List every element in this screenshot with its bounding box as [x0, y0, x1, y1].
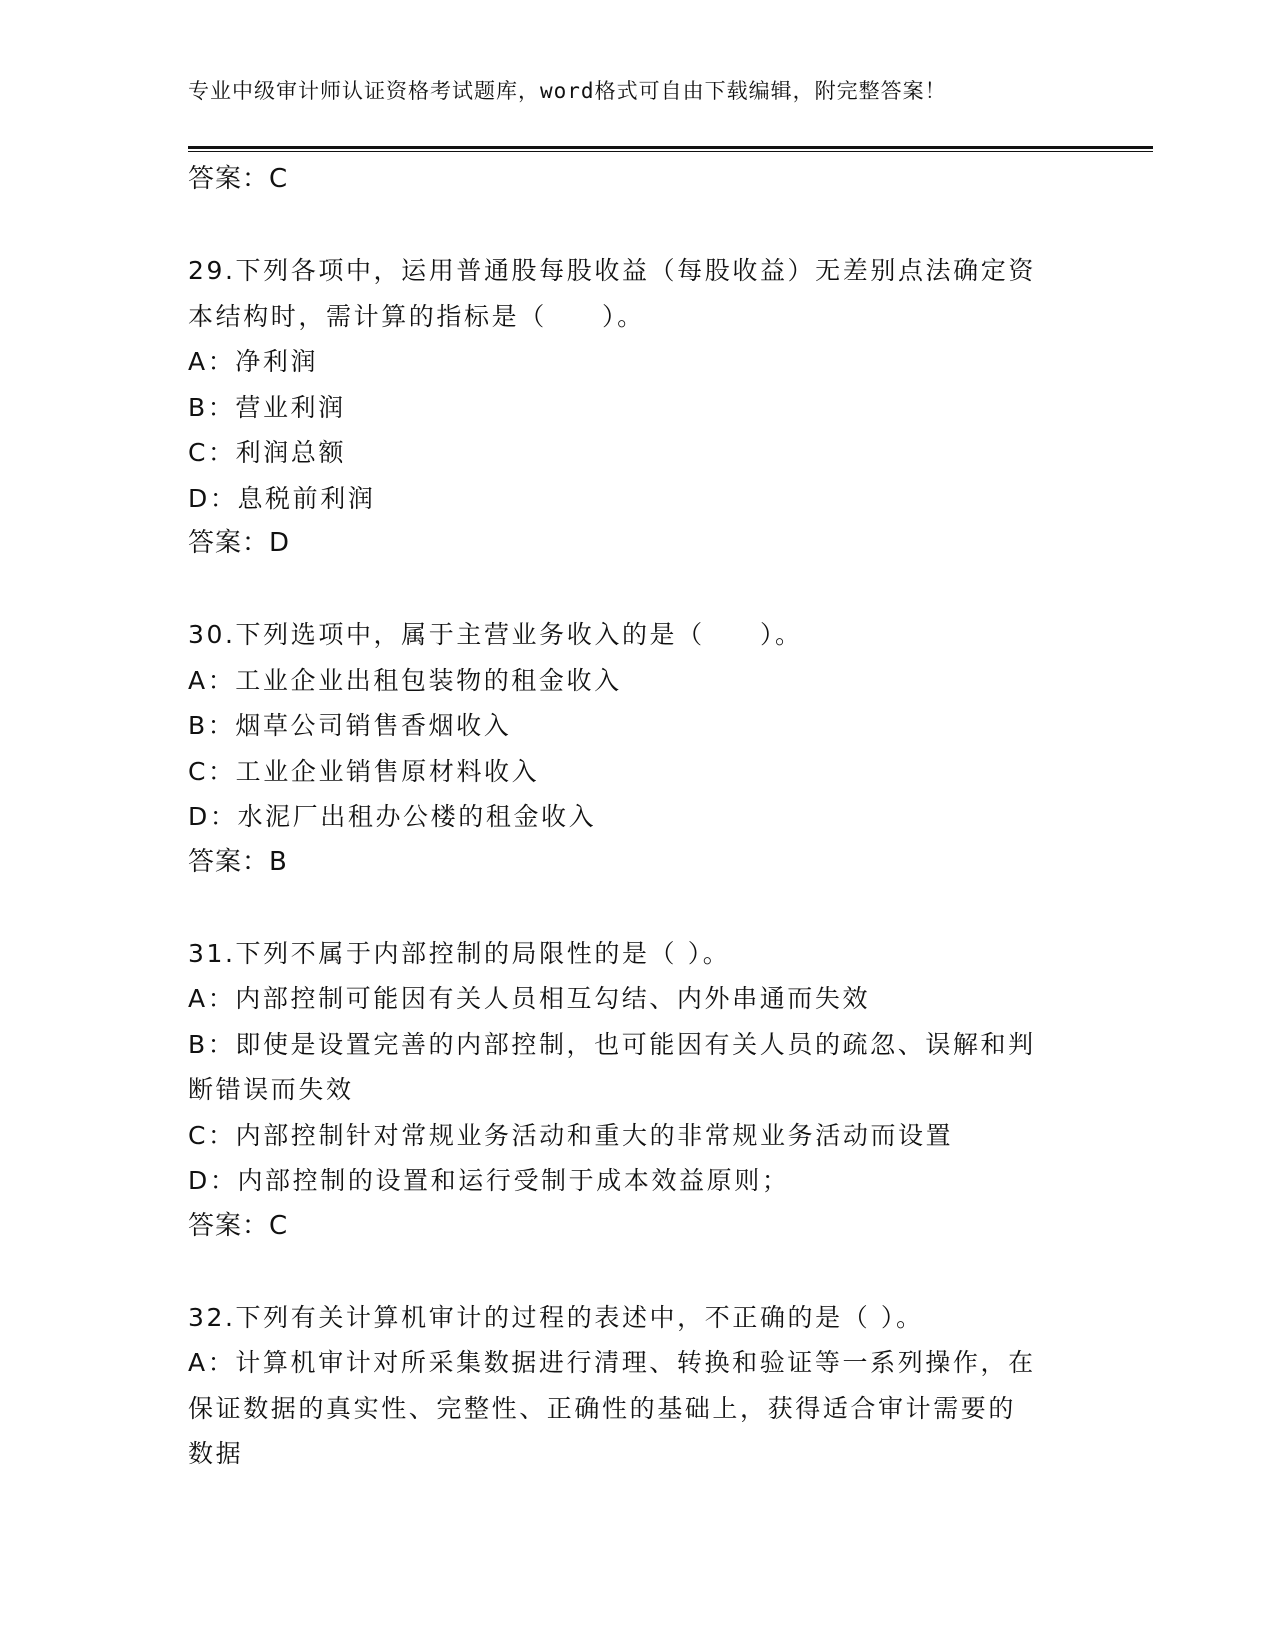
answer-line-prev: 答案：C [188, 164, 289, 194]
question-30-option-d: D：水泥厂出租办公楼的租金收入 [188, 802, 597, 831]
question-31-option-c: C：内部控制针对常规业务活动和重大的非常规业务活动而设置 [188, 1120, 954, 1150]
question-32-option-a-line3: 数据 [188, 1439, 244, 1468]
question-29-option-d: D：息税前利润 [188, 483, 376, 513]
question-31-option-b-line1: B：即使是设置完善的内部控制，也可能因有关人员的疏忽、误解和判 [188, 1029, 1036, 1059]
spacer [188, 885, 1068, 931]
question-30-option-c: C：工业企业销售原材料收入 [188, 756, 540, 786]
question-29-option-c: C：利润总额 [188, 438, 347, 467]
spacer [188, 567, 1068, 613]
question-32-option-a-line1: A：计算机审计对所采集数据进行清理、转换和验证等一系列操作，在 [188, 1348, 1036, 1377]
spacer [188, 203, 1068, 249]
question-30-stem: 30.下列选项中，属于主营业务收入的是（ ）。 [188, 620, 803, 649]
question-32-stem: 32.下列有关计算机审计的过程的表述中，不正确的是（ ）。 [188, 1302, 924, 1332]
question-29-stem-line1: 29.下列各项中，运用普通股每股收益（每股收益）无差别点法确定资 [188, 256, 1036, 285]
question-30-answer: 答案：B [188, 846, 288, 877]
question-31-option-b-line2: 断错误而失效 [188, 1075, 354, 1104]
spacer [188, 1249, 1068, 1295]
question-list [188, 157, 1068, 1477]
question-31-answer: 答案：C [188, 1210, 289, 1241]
question-31-option-d: D：内部控制的设置和运行受制于成本效益原则； [188, 1166, 790, 1195]
question-31-stem: 31.下列不属于内部控制的局限性的是（ ）。 [188, 938, 731, 968]
question-29-stem-line2: 本结构时，需计算的指标是（ ）。 [188, 301, 645, 331]
header-rule-thin [188, 151, 1153, 152]
question-31-option-a: A：内部控制可能因有关人员相互勾结、内外串通而失效 [188, 984, 871, 1013]
question-29-answer: 答案：D [188, 528, 291, 558]
header-rule-thick [188, 146, 1153, 149]
question-32-option-a-line2: 保证数据的真实性、完整性、正确性的基础上，获得适合审计需要的 [188, 1393, 1017, 1423]
page-header: 专业中级审计师认证资格考试题库，word格式可自由下载编辑，附完整答案！ [188, 79, 947, 103]
question-30-option-b: B：烟草公司销售香烟收入 [188, 711, 512, 740]
question-29-option-b: B：营业利润 [188, 392, 346, 422]
question-30-option-a: A：工业企业出租包装物的租金收入 [188, 665, 622, 695]
question-29-option-a: A：净利润 [188, 347, 319, 376]
